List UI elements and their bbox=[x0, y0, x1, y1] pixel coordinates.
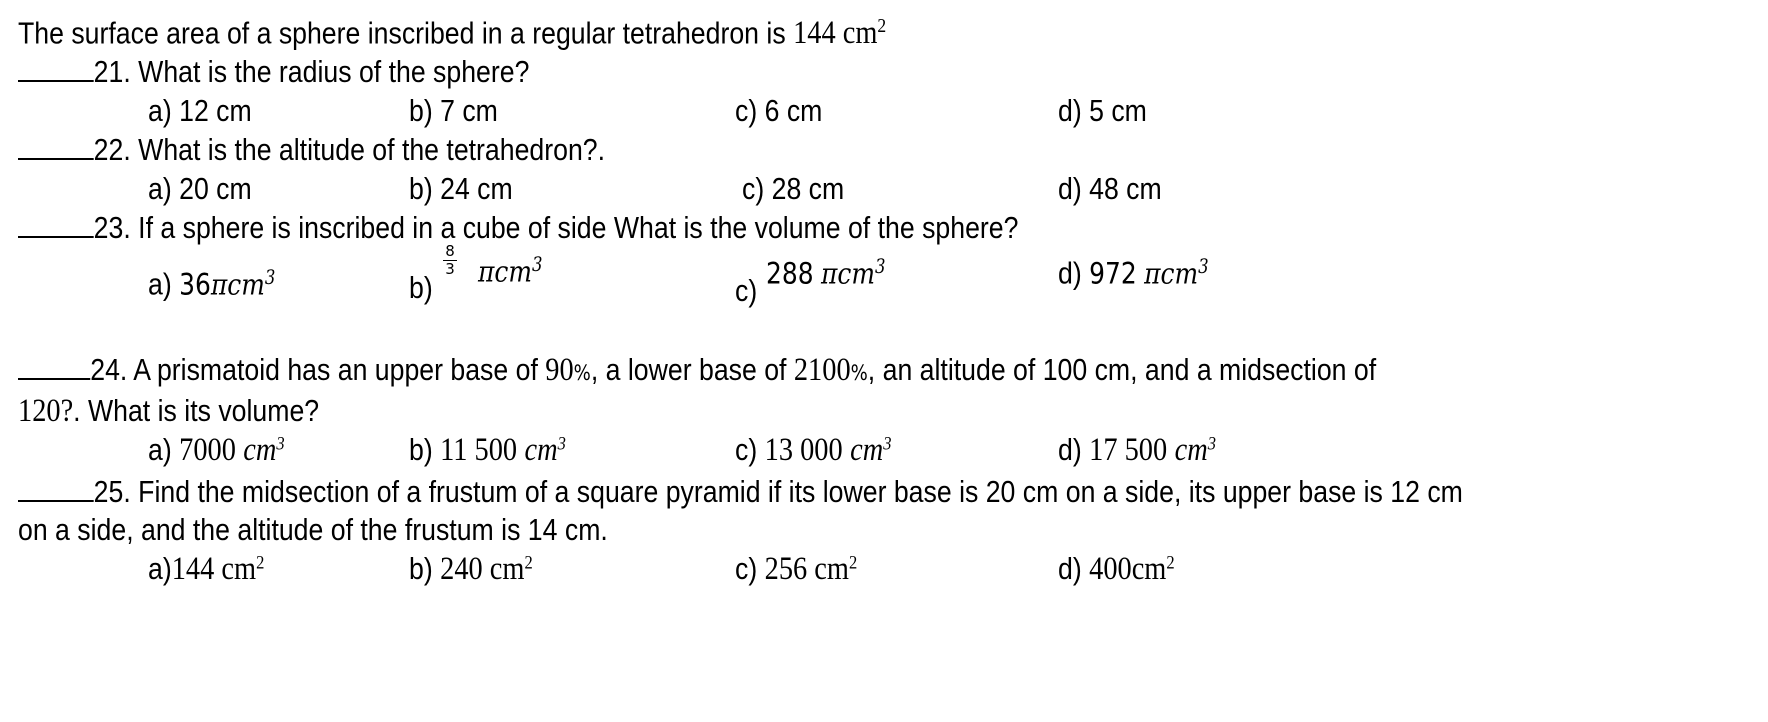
q24-option-c bbox=[735, 434, 891, 467]
q25-option-a-value: 144 cm bbox=[171, 551, 257, 587]
question-number-24: 24. bbox=[90, 352, 128, 387]
q22-option-b: b) 24 cm bbox=[409, 171, 513, 206]
q24-option-b-label: b) bbox=[409, 432, 433, 467]
q23-option-d-label: d) bbox=[1058, 255, 1082, 291]
q25-option-b-value: 240 cm bbox=[440, 551, 525, 587]
q24-option-c-value: 13 000 bbox=[764, 432, 843, 468]
q21-option-d: d) 5 cm bbox=[1058, 93, 1147, 128]
q23-option-d-unit: πcm bbox=[1144, 256, 1199, 291]
answer-blank-25[interactable] bbox=[18, 499, 94, 502]
q21-option-b: b) 7 cm bbox=[409, 93, 498, 128]
question-number-21: 21. bbox=[93, 54, 131, 89]
question-text-25-part1: Find the midsection of a frustum of a square pyramid if its lower base is 20 cm on a side, its upper base is 12 cm bbox=[138, 474, 1463, 509]
q23-option-a-unit: πcm bbox=[210, 267, 265, 302]
answer-blank-22[interactable] bbox=[18, 157, 94, 160]
q23-option-b-value bbox=[478, 255, 543, 287]
answer-blank-23[interactable] bbox=[18, 235, 94, 238]
question-25 bbox=[18, 476, 1463, 507]
q23-option-d-exponent: 3 bbox=[1198, 255, 1209, 278]
q24-lower-base-unit: % bbox=[850, 361, 868, 385]
q23-option-b-label: b) bbox=[409, 270, 433, 305]
q24-midsection-value: 120? bbox=[18, 393, 74, 429]
q24-option-b-unit: cm bbox=[524, 432, 558, 468]
q24-option-b-value: 11 500 bbox=[440, 432, 518, 468]
q23-option-b-unit: πcm bbox=[478, 254, 533, 289]
q23-option-c-unit: πcm bbox=[821, 256, 876, 291]
question-text-24-part1: A prismatoid has an upper base of bbox=[133, 352, 538, 387]
question-number-22: 22. bbox=[93, 132, 131, 167]
q25-option-c bbox=[735, 553, 857, 586]
intro-line bbox=[18, 16, 886, 50]
q23-option-c-value bbox=[766, 257, 886, 289]
q24-option-d-unit: cm bbox=[1174, 432, 1208, 468]
q23-option-b-exponent: 3 bbox=[532, 253, 543, 276]
q23-option-a bbox=[148, 268, 275, 300]
question-text-24-part2: , a lower base of bbox=[590, 352, 787, 387]
q24-option-b bbox=[409, 434, 566, 467]
question-25-continued: on a side, and the altitude of the frustum is 14 cm. bbox=[18, 512, 608, 547]
q24-option-a-exponent: 3 bbox=[276, 433, 285, 455]
q24-option-c-exponent: 3 bbox=[883, 433, 892, 455]
q25-option-d-exponent: 2 bbox=[1166, 552, 1175, 574]
q24-option-c-label: c) bbox=[735, 432, 758, 467]
q23-option-a-label: a) bbox=[148, 266, 172, 302]
intro-value bbox=[793, 15, 886, 51]
q22-option-d: d) 48 cm bbox=[1058, 171, 1162, 206]
question-text-23: If a sphere is inscribed in a cube of side What is the volume of the sphere? bbox=[138, 210, 1019, 245]
q25-option-a-exponent: 2 bbox=[256, 552, 265, 574]
q21-option-c: c) 6 cm bbox=[735, 93, 823, 128]
answer-blank-21[interactable] bbox=[18, 79, 94, 82]
q24-option-a bbox=[148, 434, 285, 467]
q24-option-c-unit: cm bbox=[850, 432, 884, 468]
q24-option-d-label: d) bbox=[1058, 432, 1082, 467]
q24-option-a-unit: cm bbox=[243, 432, 277, 468]
q22-option-a: a) 20 cm bbox=[148, 171, 252, 206]
answer-blank-24[interactable] bbox=[18, 377, 90, 380]
intro-exponent: 2 bbox=[877, 15, 887, 37]
q23-option-b-fraction bbox=[443, 244, 457, 277]
question-23 bbox=[18, 212, 1018, 243]
q25-option-c-label: c) bbox=[735, 551, 758, 586]
question-21 bbox=[18, 56, 529, 87]
question-text-24-part3: , an altitude of 100 cm, and a midsection of bbox=[867, 352, 1377, 387]
q23-option-d-number: 972 bbox=[1089, 256, 1137, 291]
q23-option-a-number: 36 bbox=[179, 267, 211, 302]
q23-option-a-exponent: 3 bbox=[264, 266, 276, 289]
question-24 bbox=[18, 354, 1376, 387]
q23-option-b-fraction-numerator: 8 bbox=[445, 242, 455, 260]
q25-option-b bbox=[409, 553, 533, 586]
q21-option-a: a) 12 cm bbox=[148, 93, 252, 128]
q25-option-b-exponent: 2 bbox=[524, 552, 533, 574]
intro-text: The surface area of a sphere inscribed in a regular tetrahedron is bbox=[18, 15, 786, 51]
q24-option-d-exponent: 3 bbox=[1207, 433, 1216, 455]
q23-option-b-fraction-denominator: 3 bbox=[445, 260, 455, 278]
question-text-22: What is the altitude of the tetrahedron?. bbox=[138, 132, 606, 167]
q25-option-a bbox=[148, 553, 264, 586]
q23-option-d bbox=[1058, 257, 1209, 289]
q23-option-c-number: 288 bbox=[766, 256, 814, 291]
q24-option-a-label: a) bbox=[148, 432, 172, 467]
question-24-continued bbox=[18, 395, 319, 428]
question-number-25: 25. bbox=[93, 474, 131, 509]
question-text-24-part4: . What is its volume? bbox=[73, 393, 320, 428]
q25-option-b-label: b) bbox=[409, 551, 433, 586]
q25-option-d-label: d) bbox=[1058, 551, 1082, 586]
q23-option-c-exponent: 3 bbox=[875, 255, 886, 278]
q24-option-d-value: 17 500 bbox=[1089, 432, 1168, 468]
q25-option-d bbox=[1058, 553, 1175, 586]
q25-option-c-exponent: 2 bbox=[848, 552, 858, 574]
question-number-23: 23. bbox=[93, 210, 131, 245]
q24-option-a-value: 7000 bbox=[179, 432, 236, 468]
q25-option-a-label: a) bbox=[148, 551, 172, 586]
q25-option-c-value: 256 cm bbox=[764, 551, 849, 587]
q24-upper-base-value: 90 bbox=[545, 352, 574, 388]
question-text-21: What is the radius of the sphere? bbox=[138, 54, 530, 89]
intro-value-text: 144 cm bbox=[793, 15, 878, 52]
q24-option-b-exponent: 3 bbox=[557, 433, 566, 455]
q25-option-d-value: 400cm bbox=[1089, 551, 1167, 587]
question-22 bbox=[18, 134, 605, 165]
q24-lower-base-value: 2100 bbox=[793, 352, 851, 388]
q24-option-d bbox=[1058, 434, 1216, 467]
q23-option-c-label: c) bbox=[735, 273, 758, 308]
q24-upper-base-unit: % bbox=[573, 361, 591, 385]
q22-option-c: c) 28 cm bbox=[742, 171, 845, 206]
